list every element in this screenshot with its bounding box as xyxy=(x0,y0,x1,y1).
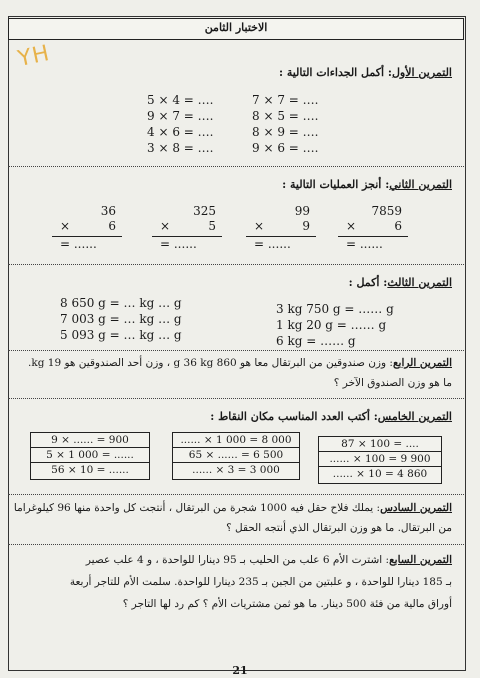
page-title: الاختبار الثامن xyxy=(204,21,268,34)
ex2-op-3-result: = ...... xyxy=(254,237,291,251)
ex7-text-1: : اشترت الأم 6 علب من الحليب بـ 95 دينارا للواحدة ، و 4 علب عصير xyxy=(85,554,390,566)
ex2-op-1-bottom: 6 xyxy=(108,219,116,233)
separator xyxy=(8,264,464,265)
ex1-right-4: 9 × 6 = …. xyxy=(252,141,319,155)
ex1-left-2: 9 × 7 = …. xyxy=(147,109,214,123)
ex5-table-left xyxy=(30,432,150,480)
ex1-left-3: 4 × 6 = …. xyxy=(147,125,214,139)
ex3-instruction: : أكمل : xyxy=(348,276,388,289)
ex1-right-3: 8 × 9 = …. xyxy=(252,125,319,139)
ex6-label: التمرين السادس xyxy=(380,502,452,514)
title-box xyxy=(8,18,464,40)
ex4-text-1: : وزن صندوقين من البرتقال معا هو 860 g 36 kg ، وزن أحد الصندوقين هو 19 kg. xyxy=(28,357,393,369)
ex3-right-3: 6 kg = …… g xyxy=(276,334,356,348)
ex1-instruction: : أكمل الجداءات التالية : xyxy=(278,66,392,79)
ex2-op-4-result: = ...... xyxy=(346,237,383,251)
ex4-label: التمرين الرابع xyxy=(392,357,452,369)
separator xyxy=(8,166,464,167)
ex7-line-2: بـ 185 دينارا للواحدة ، و علبتين من الجبن بـ 235 دينارا للواحدة. سلمت الأم للتاجر أربعة xyxy=(69,576,452,588)
ex2-label: التمرين الثاني xyxy=(389,178,452,191)
times-sign: × xyxy=(60,219,71,233)
ex2-op-1-bottom-row xyxy=(52,219,122,234)
ex2-op-1 xyxy=(52,204,122,252)
ex2-op-3-bottom: 9 xyxy=(302,219,310,233)
ex2-op-4-bottom: 6 xyxy=(394,219,402,233)
separator xyxy=(8,350,464,351)
ex2-op-4-bottom-row xyxy=(338,219,408,234)
ex2-op-3-bottom-row xyxy=(246,219,316,234)
ex2-op-1-result: = ...... xyxy=(60,237,97,251)
ex2-op-2-bottom: 5 xyxy=(208,219,216,233)
ex5-instruction: : أكتب العدد المناسب مكان النقاط : xyxy=(210,410,378,423)
ex5-table-middle-cell-1: ...... × 1 000 = 8 000 xyxy=(173,433,299,448)
ex2-op-3-top: 99 xyxy=(294,204,310,218)
ex7-line-3: أوراق مالية من فئة 500 دينار. ما هو ثمن مشتريات الأم ؟ كم رد لها التاجر ؟ xyxy=(122,598,452,610)
watermark-logo: YH xyxy=(15,40,53,73)
ex5-table-middle xyxy=(172,432,300,480)
ex1-left-4: 3 × 8 = …. xyxy=(147,141,214,155)
ex4-line-2: ما هو وزن الصندوق الآخر ؟ xyxy=(333,377,452,389)
ex3-left-1: 8 650 g = … kg … g xyxy=(60,296,182,310)
ex5-table-middle-cell-3: ...... × 3 = 3 000 xyxy=(192,464,280,476)
ex7-line-1 xyxy=(86,554,452,566)
ex5-table-right-cell-2: ...... × 100 = 9 900 xyxy=(319,452,441,467)
ex1-heading xyxy=(279,66,452,79)
ex7-label: التمرين السابع xyxy=(389,554,452,566)
ex3-right-2: 1 kg 20 g = …… g xyxy=(276,318,387,332)
ex2-op-2-top: 325 xyxy=(193,204,216,218)
times-sign: × xyxy=(160,219,171,233)
ex2-op-1-top: 36 xyxy=(100,204,116,218)
ex3-heading xyxy=(349,276,452,289)
separator xyxy=(8,544,464,545)
ex5-table-left-cell-2: 5 × 1 000 = ...... xyxy=(31,448,149,463)
ex5-table-right xyxy=(318,436,442,484)
ex2-op-4-top: 7859 xyxy=(371,204,402,218)
ex1-label: التمرين الأول xyxy=(391,66,452,79)
ex1-left-1: 5 × 4 = …. xyxy=(147,93,214,107)
ex3-left-2: 7 003 g = … kg … g xyxy=(60,312,182,326)
ex1-right-1: 7 × 7 = …. xyxy=(252,93,319,107)
times-sign: × xyxy=(254,219,265,233)
ex1-right-2: 8 × 5 = …. xyxy=(252,109,319,123)
ex2-op-3 xyxy=(246,204,316,252)
times-sign: × xyxy=(346,219,357,233)
ex6-text-1: : يملك فلاح حقل فيه 1000 شجرة من البرتقال ، أنتجت كل واحدة منها 96 كيلوغراما xyxy=(13,502,381,514)
ex2-op-2-bottom-row xyxy=(152,219,222,234)
ex5-table-left-cell-1: 9 × ...... = 900 xyxy=(31,433,149,448)
ex2-instruction: : أنجز العمليات التالية : xyxy=(282,178,390,191)
page-frame xyxy=(8,16,466,671)
ex2-op-4 xyxy=(338,204,408,252)
ex5-table-right-cell-1: 87 × 100 = .... xyxy=(319,437,441,452)
ex5-table-left-cell-3: 56 × 10 = ...... xyxy=(51,464,129,476)
ex2-op-2 xyxy=(152,204,222,252)
ex2-op-2-result: = ...... xyxy=(160,237,197,251)
separator xyxy=(8,398,464,399)
ex3-label: التمرين الثالث xyxy=(387,276,452,289)
ex5-table-middle-cell-2: 65 × ...... = 6 500 xyxy=(173,448,299,463)
ex4-line-1 xyxy=(28,357,452,369)
ex3-left-3: 5 093 g = … kg … g xyxy=(60,328,182,342)
ex5-table-right-cell-3: ...... × 10 = 4 860 xyxy=(332,468,428,480)
ex6-line-2: من البرتقال. ما هو وزن البرتقال الذي أنتجه الحقل ؟ xyxy=(226,522,452,534)
ex2-heading xyxy=(282,178,452,191)
page-number: 21 xyxy=(232,664,248,677)
ex5-label: التمرين الخامس xyxy=(377,410,452,423)
ex3-right-1: 3 kg 750 g = …… g xyxy=(276,302,394,316)
separator xyxy=(8,494,464,495)
ex6-line-1 xyxy=(14,502,452,514)
ex5-heading xyxy=(210,410,452,423)
